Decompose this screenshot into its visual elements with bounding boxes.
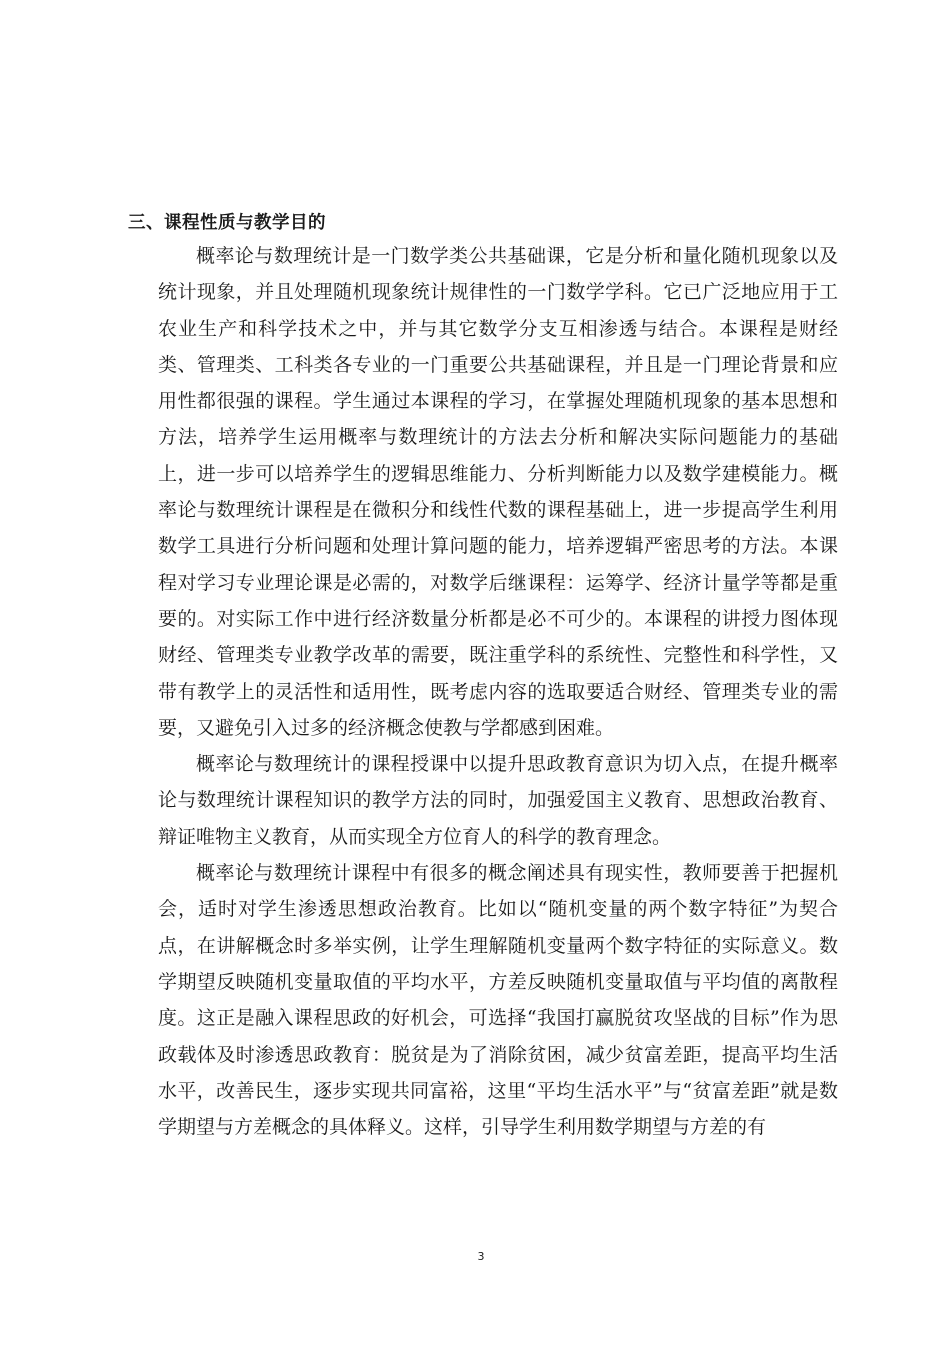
page-number: 3 bbox=[477, 1250, 485, 1263]
section-heading: 三、课程性质与教学目的 bbox=[128, 213, 326, 233]
paragraph: 概率论与数理统计的课程授课中以提升思政教育意识为切入点，在提升概率论与数理统计课程知识的教学方法的同时，加强爱国主义教育、思想政治教育、辩证唯物主义教育，从而实现全方位育人的科学的教育理念。 bbox=[158, 753, 838, 848]
paragraph: 概率论与数理统计是一门数学类公共基础课，它是分析和量化随机现象以及统计现象，并且处理随机现象统计规律性的一门数学学科。它已广泛地应用于工农业生产和科学技术之中，并与其它数学分支互相渗透与结合。本课程是财经类、管理类、工科类各专业的一门重要公共基础课程，并且是一门理论背景和应用性都很强的课程。学生通过本课程的学习，在掌握处理随机现象的基本思想和方法，培养学生运用概率与数理统计的方法去分析和解决实际问题能力的基础上，进一步可以培养学生的逻辑思维能力、分析判断能力以及数学建模能力。概率论与数理统计课程是在微积分和线性代数的课程基础上，进一步提高学生利用数学工具进行分析问题和处理计算问题的能力，培养逻辑严密思考的方法。本课程对学习专业理论课是必需的，对数学后继课程：运筹学、经济计量学等都是重要的。对实际工作中进行经济数量分析都是必不可少的。本课程的讲授力图体现财经、管理类专业教学改革的需要，既注重学科的系统性、完整性和科学性，又带有教学上的灵活性和适用性，既考虑内容的选取要适合财经、管理类专业的需要，又避免引入过多的经济概念使教与学都感到困难。 bbox=[158, 245, 838, 739]
paragraph: 概率论与数理统计课程中有很多的概念阐述具有现实性，教师要善于把握机会，适时对学生渗透思想政治教育。比如以“随机变量的两个数字特征”为契合点，在讲解概念时多举实例，让学生理解随机变量两个数字特征的实际意义。数学期望反映随机变量取值的平均水平，方差反映随机变量取值与平均值的离散程度。这正是融入课程思政的好机会，可选择“我国打赢脱贫攻坚战的目标”作为思政载体及时渗透思政教育：脱贫是为了消除贫困，减少贫富差距，提高平均生活水平，改善民生，逐步实现共同富裕，这里“平均生活水平”与“贫富差距”就是数学期望与方差概念的具体释义。这样，引导学生利用数学期望与方差的有 bbox=[158, 862, 838, 1139]
body-text bbox=[158, 238, 838, 1145]
